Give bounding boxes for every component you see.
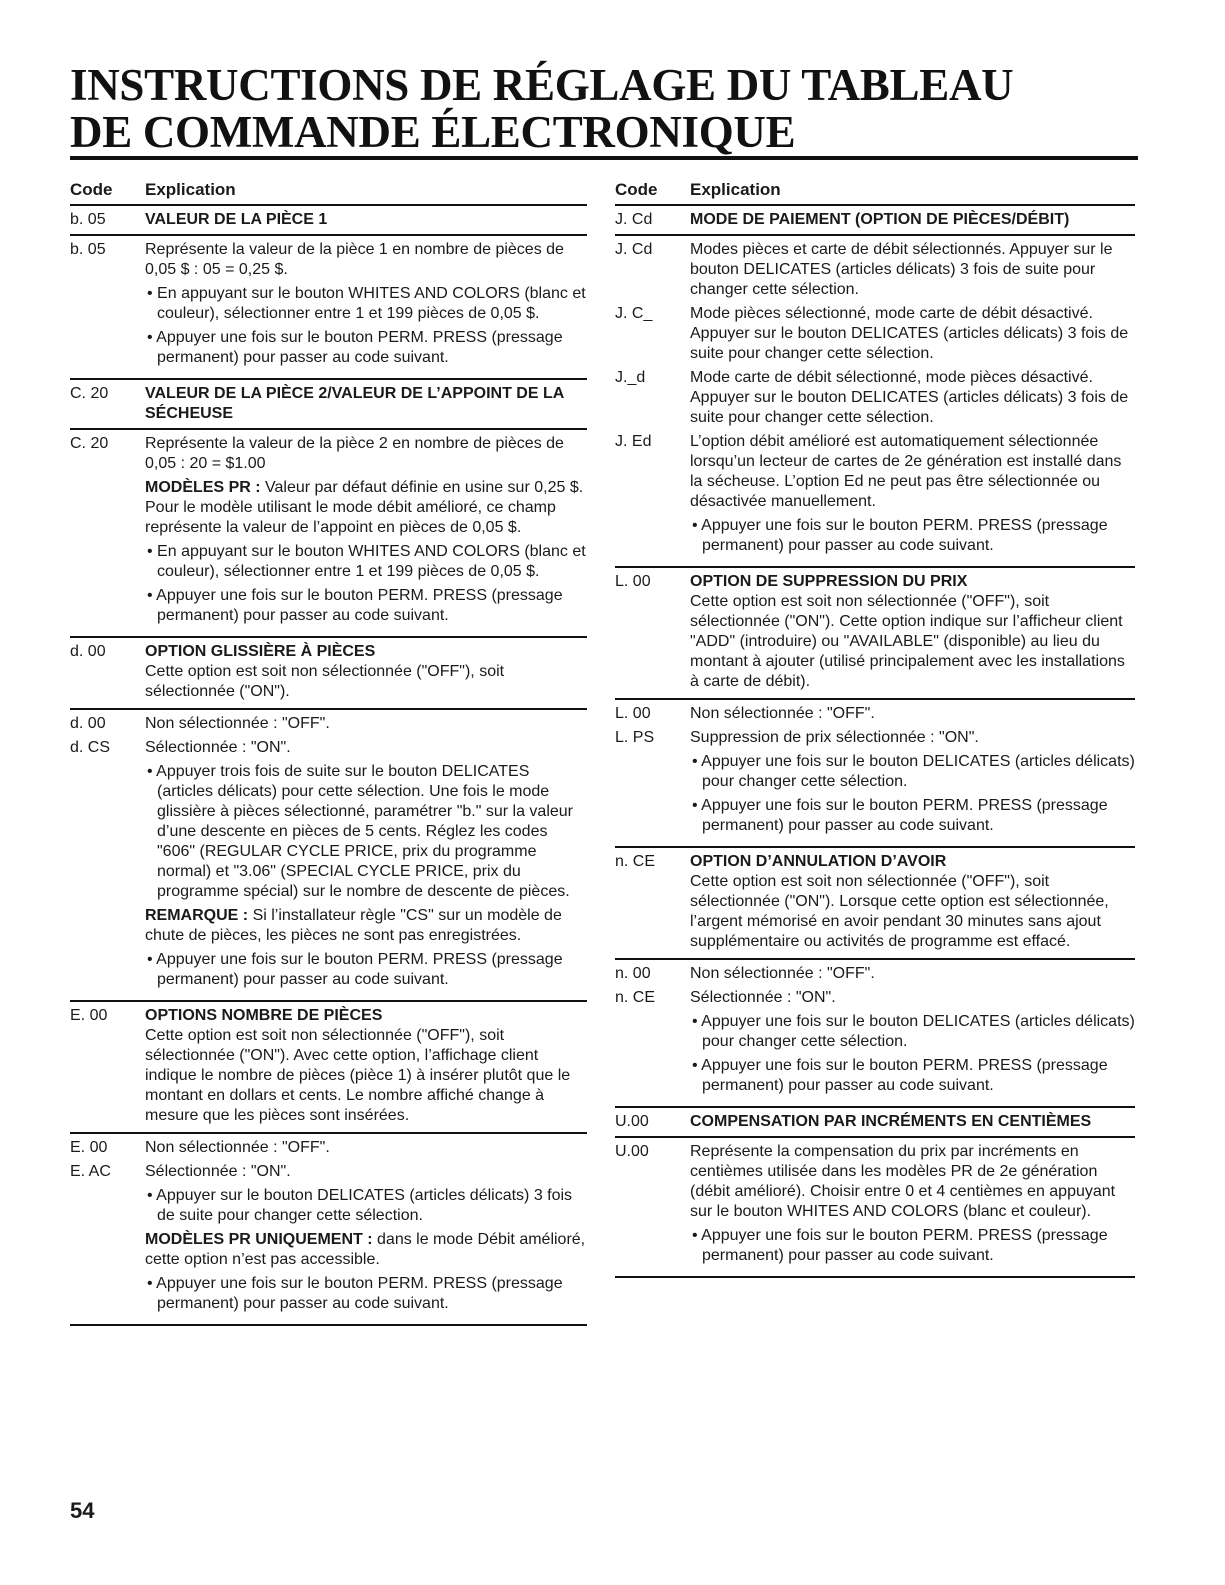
bullet-item: • Appuyer une fois sur le bouton PERM. PRESS (pressage permanent) pour passer au code suivant. bbox=[145, 586, 587, 626]
code-description: Sélectionnée : "ON". bbox=[145, 1163, 291, 1180]
section-heading bbox=[70, 206, 587, 236]
note-text: dans le mode Débit amélioré, cette option n’est pas accessible. bbox=[145, 1231, 586, 1268]
code-description: Représente la valeur de la pièce 1 en nombre de pièces de 0,05 $ : 05 = 0,25 $. bbox=[145, 241, 564, 278]
note-label: MODÈLES PR UNIQUEMENT : bbox=[145, 1231, 373, 1248]
section-heading bbox=[615, 568, 1135, 592]
code-value: C. 20 bbox=[70, 435, 109, 452]
section-heading bbox=[70, 380, 587, 430]
bullet-item: • Appuyer une fois sur le bouton PERM. PRESS (pressage permanent) pour passer au code suivant. bbox=[690, 516, 1135, 556]
note-text: Si l’installateur règle "CS" sur un modèle de chute de pièces, les pièces ne sont pas enregistrées. bbox=[145, 907, 562, 944]
code-value: b. 05 bbox=[70, 241, 106, 258]
bullet-item: • Appuyer une fois sur le bouton DELICATES (articles délicats) pour changer cette sélection. bbox=[690, 1012, 1135, 1052]
section-code: b. 05 bbox=[70, 211, 106, 228]
code-value: J. Cd bbox=[615, 241, 653, 258]
section-code: C. 20 bbox=[70, 385, 109, 402]
code-value: n. CE bbox=[615, 989, 656, 1006]
bullet-item: • Appuyer une fois sur le bouton PERM. PRESS (pressage permanent) pour passer au code suivant. bbox=[145, 950, 587, 990]
section-code: n. CE bbox=[615, 853, 656, 870]
section-heading bbox=[615, 206, 1135, 236]
bullet-item: • Appuyer une fois sur le bouton PERM. PRESS (pressage permanent) pour passer au code suivant. bbox=[145, 1274, 587, 1314]
section-title: MODE DE PAIEMENT (OPTION DE PIÈCES/DÉBIT) bbox=[690, 211, 1070, 228]
code-row bbox=[70, 1138, 587, 1162]
code-description: Non sélectionnée : "OFF". bbox=[690, 965, 875, 982]
code-row bbox=[615, 240, 1135, 304]
code-value: J._d bbox=[615, 369, 646, 386]
code-row bbox=[70, 434, 587, 630]
code-value: n. 00 bbox=[615, 965, 651, 982]
code-row bbox=[615, 368, 1135, 432]
code-value: d. 00 bbox=[70, 715, 106, 732]
code-row bbox=[615, 432, 1135, 560]
bullet-item: • Appuyer une fois sur le bouton PERM. PRESS (pressage permanent) pour passer au code suivant. bbox=[690, 796, 1135, 836]
code-row bbox=[70, 1162, 587, 1318]
code-description: Représente la compensation du prix par incréments en centièmes utilisée dans les modèles PR de 2e génération (débit amélioré). Choisir entre 0 et 4 centièmes en appuyant sur le bouton WHITES AND COLORS (blanc et couleur). bbox=[690, 1143, 1116, 1220]
page-title-line-1: INSTRUCTIONS DE RÉGLAGE DU TABLEAU bbox=[70, 60, 1014, 110]
section-intro-text: Cette option est soit non sélectionnée ("OFF"), soit sélectionnée ("ON"). Cette option indique sur l’afficheur client "ADD" (introduire) ou "AVAILABLE" (disponible) au lieu du montant à ajouter (utilisé principalement avec les installations à carte de débit). bbox=[690, 593, 1125, 690]
note-text: Valeur par défaut définie en usine sur 0,25 $. Pour le modèle utilisant le mode débit amélioré, ce champ représente la valeur de l’appoint en pièces de 0,05 $. bbox=[145, 479, 584, 536]
bullet-item: • Appuyer une fois sur le bouton PERM. PRESS (pressage permanent) pour passer au code suivant. bbox=[690, 1056, 1135, 1096]
code-value: J. C_ bbox=[615, 305, 653, 322]
code-description: Non sélectionnée : "OFF". bbox=[690, 705, 875, 722]
section-title: OPTION D’ANNULATION D’AVOIR bbox=[690, 853, 947, 870]
section-body bbox=[615, 236, 1135, 568]
bullet-item: • Appuyer une fois sur le bouton PERM. PRESS (pressage permanent) pour passer au code suivant. bbox=[145, 328, 587, 368]
section-intro bbox=[70, 1026, 587, 1134]
code-description: Non sélectionnée : "OFF". bbox=[145, 715, 330, 732]
section-title: OPTION GLISSIÈRE À PIÈCES bbox=[145, 643, 376, 660]
code-row bbox=[70, 714, 587, 738]
section-body bbox=[70, 430, 587, 638]
section-body bbox=[70, 710, 587, 1002]
code-description: Sélectionnée : "ON". bbox=[145, 739, 291, 756]
section-title: VALEUR DE LA PIÈCE 1 bbox=[145, 211, 328, 228]
code-value: E. AC bbox=[70, 1163, 111, 1180]
note-label: MODÈLES PR : bbox=[145, 479, 261, 496]
section-title: COMPENSATION PAR INCRÉMENTS EN CENTIÈMES bbox=[690, 1113, 1092, 1130]
code-description: Sélectionnée : "ON". bbox=[690, 989, 836, 1006]
section-heading bbox=[70, 638, 587, 662]
code-value: E. 00 bbox=[70, 1139, 108, 1156]
section-heading bbox=[70, 1002, 587, 1026]
code-value: U.00 bbox=[615, 1143, 649, 1160]
section-code: d. 00 bbox=[70, 643, 106, 660]
code-description: Modes pièces et carte de débit sélectionnés. Appuyer sur le bouton DELICATES (articles délicats) 3 fois de suite pour changer cette sélection. bbox=[690, 241, 1113, 298]
bullet-item: • Appuyer une fois sur le bouton DELICATES (articles délicats) pour changer cette sélection. bbox=[690, 752, 1135, 792]
code-description: Représente la valeur de la pièce 2 en nombre de pièces de 0,05 : 20 = $1.00 bbox=[145, 435, 564, 472]
bullet-item: • Appuyer sur le bouton DELICATES (articles délicats) 3 fois de suite pour changer cette sélection. bbox=[145, 1186, 587, 1226]
page-title bbox=[70, 62, 1138, 160]
code-row bbox=[615, 1142, 1135, 1270]
section-code: L. 00 bbox=[615, 573, 651, 590]
section-body bbox=[70, 236, 587, 380]
code-row bbox=[70, 240, 587, 372]
section-code: U.00 bbox=[615, 1113, 649, 1130]
code-value: L. 00 bbox=[615, 705, 651, 722]
table-header bbox=[70, 176, 587, 206]
code-row bbox=[615, 964, 1135, 988]
header-explanation: Explication bbox=[690, 180, 781, 199]
code-value: J. Ed bbox=[615, 433, 652, 450]
section-body bbox=[70, 1134, 587, 1326]
section-intro bbox=[615, 592, 1135, 700]
header-code: Code bbox=[615, 180, 658, 199]
section-code: J. Cd bbox=[615, 211, 653, 228]
code-row bbox=[615, 988, 1135, 1100]
right-column bbox=[615, 176, 1135, 1278]
code-description: Mode pièces sélectionné, mode carte de débit désactivé. Appuyer sur le bouton DELICATES (articles délicats) 3 fois de suite pour changer cette sélection. bbox=[690, 305, 1129, 362]
section-heading bbox=[615, 1108, 1135, 1138]
page-number: 54 bbox=[70, 1498, 95, 1523]
page-title-line-2: DE COMMANDE ÉLECTRONIQUE bbox=[70, 107, 796, 157]
bullet-item: • En appuyant sur le bouton WHITES AND COLORS (blanc et couleur), sélectionner entre 1 et 199 pièces de 0,05 $. bbox=[145, 284, 587, 324]
bullet-item: • En appuyant sur le bouton WHITES AND COLORS (blanc et couleur), sélectionner entre 1 et 199 pièces de 0,05 $. bbox=[145, 542, 587, 582]
code-row bbox=[615, 728, 1135, 840]
code-row bbox=[615, 704, 1135, 728]
header-code: Code bbox=[70, 180, 113, 199]
section-title: OPTION DE SUPPRESSION DU PRIX bbox=[690, 573, 968, 590]
code-row bbox=[70, 738, 587, 994]
section-intro bbox=[70, 662, 587, 710]
code-description: Suppression de prix sélectionnée : "ON". bbox=[690, 729, 979, 746]
section-body bbox=[615, 1138, 1135, 1278]
section-intro-text: Cette option est soit non sélectionnée ("OFF"), soit sélectionnée ("ON"). bbox=[145, 663, 505, 700]
section-code: E. 00 bbox=[70, 1007, 108, 1024]
note-paragraph bbox=[145, 478, 587, 538]
section-heading bbox=[615, 848, 1135, 872]
code-description: Mode carte de débit sélectionné, mode pièces désactivé. Appuyer sur le bouton DELICATES (articles délicats) 3 fois de suite pour changer cette sélection. bbox=[690, 369, 1129, 426]
section-intro bbox=[615, 872, 1135, 960]
code-description: Non sélectionnée : "OFF". bbox=[145, 1139, 330, 1156]
section-body bbox=[615, 700, 1135, 848]
bullet-item: • Appuyer trois fois de suite sur le bouton DELICATES (articles délicats) pour cette sélection. Une fois le mode glissière à pièces sélectionné, paramétrer "b." sur la valeur d’une descente en pièces de 5 cents. Réglez les codes "606" (REGULAR CYCLE PRICE, prix du programme normal) et "3.06" (SPECIAL CYCLE PRICE, prix du programme spécial) sur le nombre de descente de pièces. bbox=[145, 762, 587, 902]
code-value: d. CS bbox=[70, 739, 111, 756]
note-paragraph bbox=[145, 1230, 587, 1270]
section-intro-text: Cette option est soit non sélectionnée ("OFF"), soit sélectionnée ("ON"). Lorsque cette option est sélectionnée, l’argent mémorisé en avoir pendant 30 minutes sans ajout supplémentaire ou activités de programme est effacé. bbox=[690, 873, 1109, 950]
bullet-item: • Appuyer une fois sur le bouton PERM. PRESS (pressage permanent) pour passer au code suivant. bbox=[690, 1226, 1135, 1266]
code-row bbox=[615, 304, 1135, 368]
section-title: VALEUR DE LA PIÈCE 2/VALEUR DE L’APPOINT DE LA SÉCHEUSE bbox=[145, 385, 564, 422]
code-description: L’option débit amélioré est automatiquement sélectionnée lorsqu’un lecteur de cartes de 2e génération est installé dans la sécheuse. L’option Ed ne peut pas être sélectionnée ou désactivée manuellement. bbox=[690, 433, 1122, 510]
section-intro-text: Cette option est soit non sélectionnée ("OFF"), soit sélectionnée ("ON"). Avec cette option, l’affichage client indique le nombre de pièces (pièce 1) à insérer plutôt que le montant en dollars et cents. Le nombre affiché change à mesure que les pièces sont insérées. bbox=[145, 1027, 571, 1124]
table-header bbox=[615, 176, 1135, 206]
left-column bbox=[70, 176, 587, 1326]
note-label: REMARQUE : bbox=[145, 907, 249, 924]
code-value: L. PS bbox=[615, 729, 655, 746]
section-title: OPTIONS NOMBRE DE PIÈCES bbox=[145, 1007, 383, 1024]
note-paragraph bbox=[145, 906, 587, 946]
section-body bbox=[615, 960, 1135, 1108]
header-explanation: Explication bbox=[145, 180, 236, 199]
